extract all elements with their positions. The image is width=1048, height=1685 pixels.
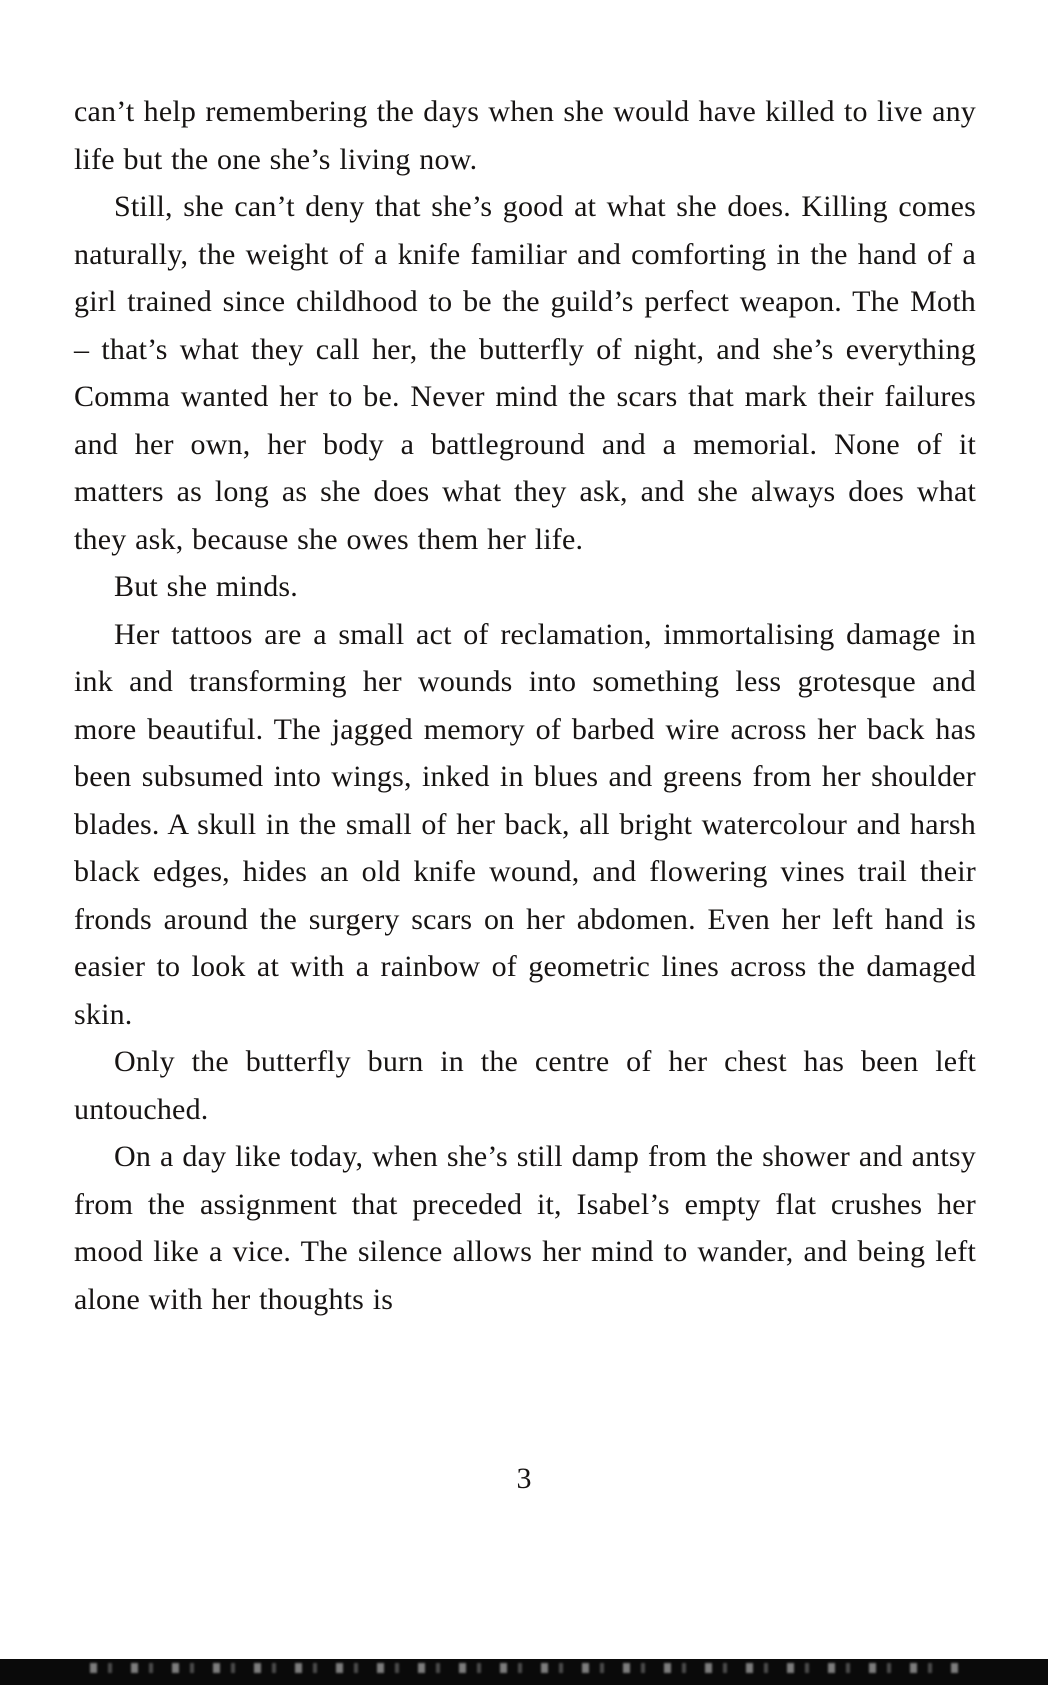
paragraph: Her tattoos are a small act of reclamation, immortalising damage in ink and transforming her wounds into something less grotesque and more beautiful. The jagged memory of barbed wire across her back has been subsumed into wings, inked in blues and greens from her shoulder blades. A skull in the small of her back, all bright watercolour and harsh black edges, hides an old knife wound, and flowering vines trail their fronds around the surgery scars on her abdomen. Even her left hand is easier to look at with a rainbow of geometric lines across the damaged skin.: [74, 617, 976, 1031]
paragraph: Still, she can’t deny that she’s good at what she does. Killing comes naturally, the weight of a knife familiar and comforting in the hand of a girl trained since childhood to be the guild’s perfect weapon. The Moth – that’s what they call her, the butterfly of night, and she’s everything Comma wanted her to be. Never mind the scars that mark their failures and her own, her body a battleground and a memorial. None of it matters as long as she does what they ask, and she always does what they ask, because she owes them her life.: [74, 190, 976, 556]
paragraph: But she minds.: [114, 570, 298, 603]
page-number: 3: [516, 1462, 532, 1495]
body-text: [74, 88, 976, 1323]
paragraph: On a day like today, when she’s still damp from the shower and antsy from the assignment that preceded it, Isabel’s empty flat crushes her mood like a vice. The silence allows her mind to wander, and being left alone with her thoughts is: [74, 1140, 976, 1316]
scan-edge-artifact: [0, 1659, 1048, 1685]
paragraph: Only the butterfly burn in the centre of her chest has been left untouched.: [74, 1045, 976, 1126]
paragraph: can’t help remembering the days when she would have killed to live any life but the one she’s living now.: [74, 95, 976, 176]
